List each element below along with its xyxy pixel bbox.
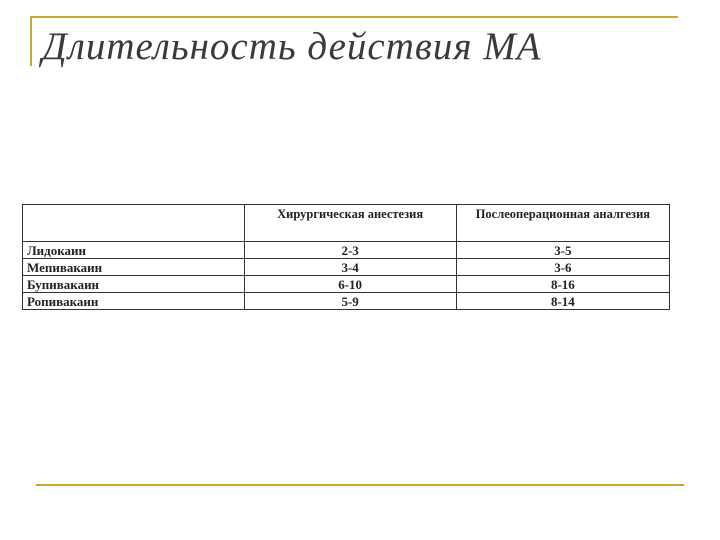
- left-frame-line: [30, 16, 32, 66]
- drug-name-cell: Ропивакаин: [23, 293, 245, 310]
- drug-name-cell: Бупивакаин: [23, 276, 245, 293]
- drug-name-cell: Лидокаин: [23, 242, 245, 259]
- anesthetic-duration-table: [22, 204, 670, 310]
- table-row: [23, 259, 670, 276]
- surgical-duration-cell: 3-4: [244, 259, 456, 276]
- top-frame-line: [30, 16, 678, 18]
- surgical-duration-cell: 2-3: [244, 242, 456, 259]
- surgical-duration-cell: 6-10: [244, 276, 456, 293]
- postop-duration-cell: 3-6: [456, 259, 669, 276]
- surgical-duration-cell: 5-9: [244, 293, 456, 310]
- drug-name-cell: Мепивакаин: [23, 259, 245, 276]
- postop-duration-cell: 8-16: [456, 276, 669, 293]
- bottom-frame-line: [36, 484, 684, 486]
- header-postop-analgesia: Послеоперационная аналгезия: [456, 205, 669, 242]
- header-empty-cell: [23, 205, 245, 242]
- table-row: [23, 293, 670, 310]
- postop-duration-cell: 8-14: [456, 293, 669, 310]
- postop-duration-cell: 3-5: [456, 242, 669, 259]
- header-surgical-anesthesia: Хирургическая анестезия: [244, 205, 456, 242]
- table-row: [23, 276, 670, 293]
- table-row: [23, 242, 670, 259]
- slide-title: Длительность действия МА: [42, 25, 542, 68]
- table-header-row: [23, 205, 670, 242]
